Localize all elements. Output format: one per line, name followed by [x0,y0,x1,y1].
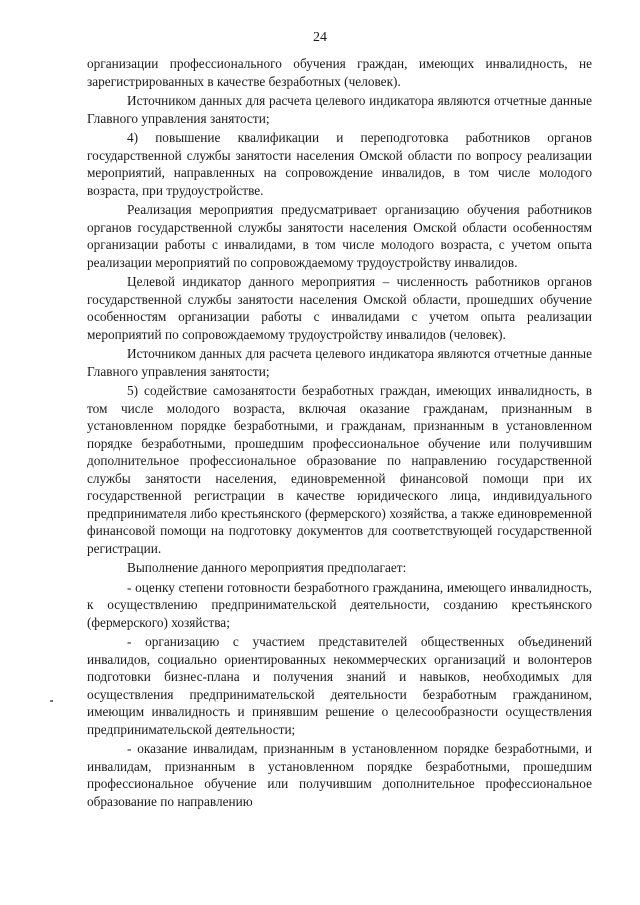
paragraph-continuation: организации профессионального обучения граждан, имеющих инвалидность, не зарегистрированных в качестве безработных (человек). [87,56,592,89]
paragraph-implementation: Реализация мероприятия предусматривает организацию обучения работников органов государственной службы занятости населения Омской области особенностям организации работы с инвалидами, в том числе молодого возраста, с учетом опыта реализации мероприятий по сопровождаемому трудоустройству инвалидов. [87,202,592,270]
scan-mark [50,700,53,702]
paragraph-data-source: Источником данных для расчета целевого индикатора являются отчетные данные Главного управления занятости; [87,93,592,126]
paragraph-execution-intro: Выполнение данного мероприятия предполагает: [127,560,407,575]
list-item-assistance: - оказание инвалидам, признанным в установленном порядке безработными, и инвалидам, признанным в установленном порядке безработными, прошедшим профессиональное обучение или получившим дополнительное профессиональное образование по направлению [87,741,592,809]
paragraph-data-source-2: Источником данных для расчета целевого индикатора являются отчетные данные Главного управления занятости; [87,346,592,379]
document-body [87,55,592,812]
paragraph-item-4: 4) повышение квалификации и переподготовка работников органов государственной службы занятости населения Омской области по вопросу реализации мероприятий, направленных на сопровождение инвалидов, в том числе молодого возраста, при трудоустройстве. [87,130,592,198]
paragraph-item-5: 5) содействие самозанятости безработных граждан, имеющих инвалидность, в том числе молодого возраста, включая оказание гражданам, признанным в установленном порядке безработными, и гражданам, признанным в установленном порядке безработными, прошедшим профессиональное обучение или получившим дополнительное профессиональное образование по направлению государственной службы занятости населения, единовременной финансовой помощи при их государственной регистрации в качестве юридического лица, индивидуального предпринимателя либо крестьянского (фермерского) хозяйства, а также единовременной финансовой помощи на подготовку документов для соответствующей государственной регистрации. [87,383,592,556]
page-number: 24 [313,30,327,45]
list-item-organization: - организацию с участием представителей общественных объединений инвалидов, социально ориентированных некоммерческих организаций и волонтеров подготовки бизнес-плана и получения знаний и навыков, необходимых для осуществления предпринимательской деятельности безработным гражданином, имеющим инвалидность и принявшим решение о целесообразности осуществления предпринимательской деятельности; [87,634,592,737]
paragraph-target-indicator: Целевой индикатор данного мероприятия – численность работников органов государственной службы занятости населения Омской области, прошедших обучение особенностям организации работы с инвалидами с учетом опыта реализации мероприятий по сопровождаемому трудоустройству инвалидов (человек). [87,274,592,342]
list-item-assessment: - оценку степени готовности безработного гражданина, имеющего инвалидность, к осуществлению предпринимательской деятельности, созданию крестьянского (фермерского) хозяйства; [87,579,592,630]
